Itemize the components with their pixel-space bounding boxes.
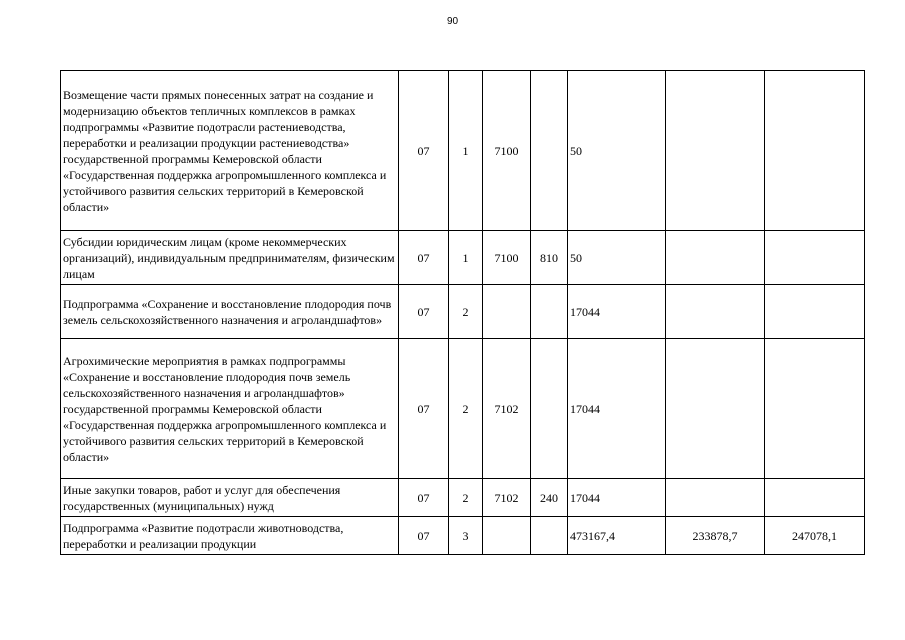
section-cell: 07 — [399, 517, 449, 555]
expense-type-cell — [531, 285, 568, 339]
table-row — [61, 231, 865, 285]
amount-cell-3 — [765, 285, 865, 339]
amount-cell-2 — [666, 71, 765, 231]
section-cell: 07 — [399, 71, 449, 231]
subsection-cell: 1 — [449, 71, 483, 231]
subsection-cell: 2 — [449, 339, 483, 479]
row-description: Подпрограмма «Развитие подотрасли животноводства, переработки и реализации продукции — [61, 517, 399, 555]
page-number: 90 — [446, 16, 459, 27]
amount-cell-2 — [666, 231, 765, 285]
section-cell: 07 — [399, 285, 449, 339]
amount-cell-1: 17044 — [568, 285, 666, 339]
target-item-cell — [483, 285, 531, 339]
target-item-cell: 7102 — [483, 479, 531, 517]
subsection-cell: 3 — [449, 517, 483, 555]
section-cell: 07 — [399, 339, 449, 479]
expense-type-cell: 240 — [531, 479, 568, 517]
amount-cell-1: 50 — [568, 71, 666, 231]
expense-type-cell — [531, 71, 568, 231]
amount-cell-1: 473167,4 — [568, 517, 666, 555]
amount-cell-2 — [666, 479, 765, 517]
subsection-cell: 2 — [449, 479, 483, 517]
expense-type-cell — [531, 339, 568, 479]
target-item-cell: 7100 — [483, 71, 531, 231]
section-cell: 07 — [399, 231, 449, 285]
section-cell: 07 — [399, 479, 449, 517]
table-row — [61, 479, 865, 517]
amount-cell-2 — [666, 285, 765, 339]
table-row — [61, 339, 865, 479]
amount-cell-3: 247078,1 — [765, 517, 865, 555]
amount-cell-3 — [765, 339, 865, 479]
target-item-cell: 7102 — [483, 339, 531, 479]
row-description: Возмещение части прямых понесенных затрат на создание и модернизацию объектов тепличных комплексов в рамках подпрограммы «Развитие подотрасли растениеводства, переработки и реализации продукции растениеводства» государственной программы Кемеровской области «Государственная поддержка агропромышленного комплекса и устойчивого развития сельских территорий в Кемеровской области» — [61, 71, 399, 231]
amount-cell-1: 17044 — [568, 339, 666, 479]
amount-cell-1: 17044 — [568, 479, 666, 517]
amount-cell-3 — [765, 71, 865, 231]
table-row — [61, 517, 865, 555]
amount-cell-3 — [765, 231, 865, 285]
subsection-cell: 2 — [449, 285, 483, 339]
table-row — [61, 285, 865, 339]
budget-table — [60, 70, 865, 555]
target-item-cell — [483, 517, 531, 555]
expense-type-cell: 810 — [531, 231, 568, 285]
row-description: Иные закупки товаров, работ и услуг для обеспечения государственных (муниципальных) нужд — [61, 479, 399, 517]
amount-cell-3 — [765, 479, 865, 517]
amount-cell-2 — [666, 339, 765, 479]
row-description: Агрохимические мероприятия в рамках подпрограммы «Сохранение и восстановление плодородия почв земель сельскохозяйственного назначения и агроландшафтов» государственной программы Кемеровской области «Государственная поддержка агропромышленного комплекса и устойчивого развития сельских территорий в Кемеровской области» — [61, 339, 399, 479]
amount-cell-2: 233878,7 — [666, 517, 765, 555]
row-description: Субсидии юридическим лицам (кроме некоммерческих организаций), индивидуальным предпринимателям, физическим лицам — [61, 231, 399, 285]
table-row — [61, 71, 865, 231]
target-item-cell: 7100 — [483, 231, 531, 285]
row-description: Подпрограмма «Сохранение и восстановление плодородия почв земель сельскохозяйственного назначения и агроландшафтов» — [61, 285, 399, 339]
subsection-cell: 1 — [449, 231, 483, 285]
expense-type-cell — [531, 517, 568, 555]
amount-cell-1: 50 — [568, 231, 666, 285]
